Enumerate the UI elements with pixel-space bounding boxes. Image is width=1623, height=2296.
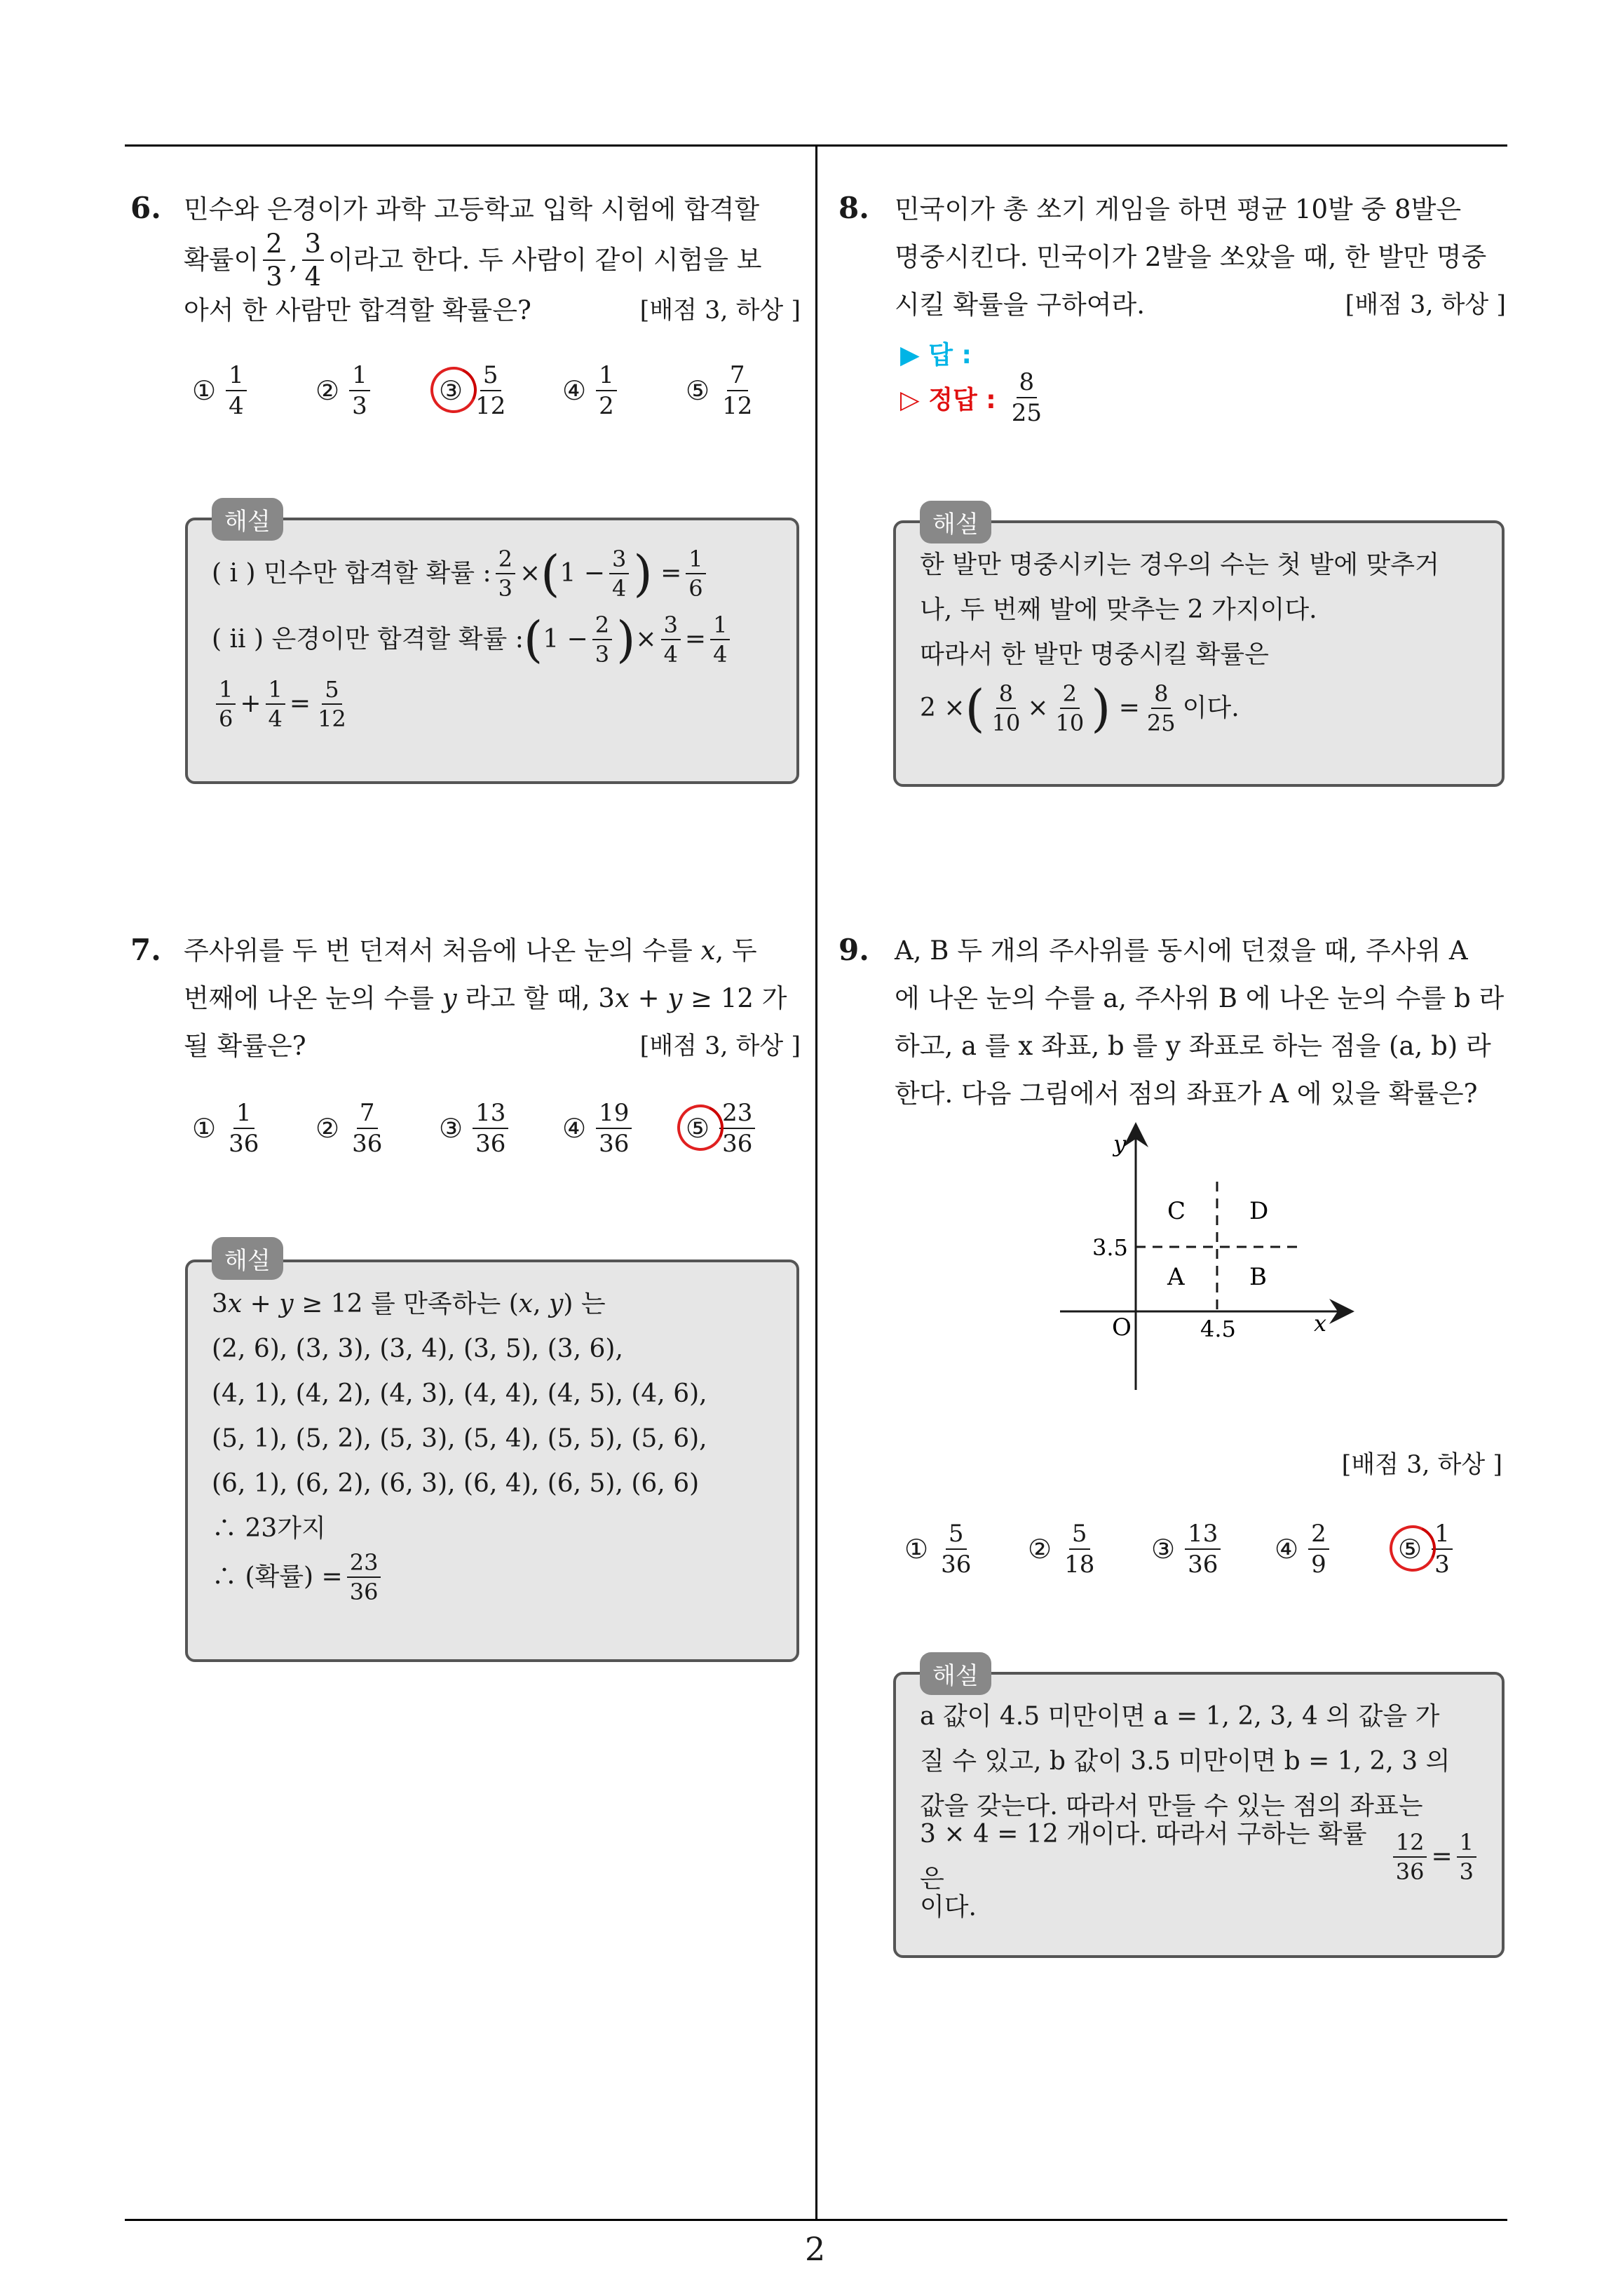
q7-line3: 될 확률은? [배점 3, 하상 ] <box>184 1022 801 1070</box>
q8-answer-label: ▶ 답 : <box>900 341 972 370</box>
q9-line1: A, B 두 개의 주사위를 동시에 던졌을 때, 주사위 A <box>895 936 1468 966</box>
q8-line1: 민국이가 총 쏘기 게임을 하면 평균 10발 중 8발은 <box>895 194 1462 224</box>
q6-solution-tag: 해설 <box>212 498 283 541</box>
q8-solution-tag: 해설 <box>920 501 991 543</box>
q8-sol-2: 나, 두 번째 발에 맞추는 2 가지이다. <box>920 595 1317 624</box>
region-a-label: A <box>1167 1263 1185 1291</box>
q9-solution-tag: 해설 <box>920 1652 991 1695</box>
q9-sol-3: 값을 갖는다. 따라서 만들 수 있는 점의 좌표는 <box>920 1792 1423 1821</box>
q9-sol-2: 질 수 있고, b 값이 3.5 미만이면 b = 1, 2, 3 의 <box>920 1747 1451 1776</box>
x-mark-label: 4.5 <box>1200 1316 1236 1342</box>
q7-solution-tag: 해설 <box>212 1237 283 1280</box>
q9-sol-1: a 값이 4.5 미만이면 a = 1, 2, 3, 4 의 값을 가 <box>920 1702 1440 1731</box>
q7-sol-row2: (4, 1), (4, 2), (4, 3), (4, 4), (4, 5), (4, 6), <box>212 1379 707 1408</box>
q9-text <box>895 927 1506 1118</box>
q9-solution-box <box>893 1672 1505 1958</box>
q6-frac-b: $\frac{3}{4}$ <box>302 231 325 290</box>
q8-sol-4: 2 × ( $\frac{8}{10}$ × $\frac{2}{10}$ ) = $\frac{8}{25}$ 이다. <box>920 679 1240 738</box>
q6-text <box>184 186 801 335</box>
q6-score: [배점 3, 하상 ] <box>639 297 801 325</box>
q7-sol-condition: 3x + y ≥ 12 를 만족하는 (x, y) 는 <box>212 1290 606 1318</box>
q8-score: [배점 3, 하상 ] <box>1345 291 1506 319</box>
q7-choice-1[interactable]: ① $\frac{1}{36}$ <box>192 1099 259 1158</box>
q8-sol-1: 한 발만 명중시키는 경우의 수는 첫 발에 맞추거 <box>920 551 1439 579</box>
q6-number: 6. <box>130 191 161 225</box>
q6-choice-3[interactable]: ③ $\frac{5}{12}$ <box>439 363 512 418</box>
q7-choice-4[interactable]: ④ $\frac{19}{36}$ <box>562 1101 636 1156</box>
page-number: 2 <box>805 2230 826 2268</box>
q8-solution-box <box>893 520 1505 787</box>
q7-sol-count: ∴ 23가지 <box>212 1514 326 1543</box>
q6-choice-4[interactable]: ④ $\frac{1}{2}$ <box>562 363 621 418</box>
q6-line1: 민수와 은경이가 과학 고등학교 입학 시험에 합격할 <box>184 194 760 224</box>
bottom-rule <box>125 2219 1507 2221</box>
q9-choice-3[interactable]: ③ $\frac{13}{36}$ <box>1151 1522 1225 1576</box>
origin-label: O <box>1112 1314 1132 1342</box>
q9-number: 9. <box>838 933 869 967</box>
q7-sol-prob: ∴ (확률) = $\frac{23}{36}$ <box>212 1551 775 1603</box>
q9-choice-1[interactable]: ① $\frac{5}{36}$ <box>904 1520 972 1579</box>
q9-choice-2[interactable]: ② $\frac{5}{18}$ <box>1028 1520 1095 1579</box>
y-axis-label: y <box>1113 1130 1127 1157</box>
column-divider <box>815 144 817 2220</box>
q7-choice-2[interactable]: ② $\frac{7}{36}$ <box>315 1099 383 1158</box>
q6-sol-ii: ( ii ) 은경이만 합격할 확률 : ( 1 − $\frac{2}{3}$ ) × $\frac{3}{4}$ = $\frac{1}{4}$ <box>212 607 775 672</box>
q9-line3: 하고, a 를 x 좌표, b 를 y 좌표로 하는 점을 (a, b) 라 <box>895 1031 1491 1061</box>
region-d-label: D <box>1249 1197 1269 1225</box>
region-b-label: B <box>1249 1263 1267 1291</box>
q7-choice-3[interactable]: ③ $\frac{13}{36}$ <box>439 1101 512 1156</box>
q8-line2: 명중시킨다. 민국이가 2발을 쏘았을 때, 한 발만 명중 <box>895 242 1487 272</box>
q8-number: 8. <box>838 191 869 225</box>
q6-line2: 확률이 $\frac{2}{3}$ , $\frac{3}{4}$ 이라고 한다. 두 사람이 같이 시험을 보 <box>184 229 762 292</box>
x-axis-label: x <box>1314 1310 1327 1337</box>
q7-solution-box <box>185 1260 799 1662</box>
q6-sol-sum: $\frac{1}{6}$ + $\frac{1}{4}$ = $\frac{5}{12}$ <box>212 672 775 736</box>
q9-choice-4[interactable]: ④ $\frac{2}{9}$ <box>1275 1522 1333 1576</box>
q6-solution-box <box>185 518 799 784</box>
q6-choice-1[interactable]: ① $\frac{1}{4}$ <box>192 363 251 418</box>
q9-line2: 에 나온 눈의 수를 a, 주사위 B 에 나온 눈의 수를 b 라 <box>895 983 1505 1013</box>
q6-line3: 아서 한 사람만 합격할 확률은? [배점 3, 하상 ] <box>184 287 801 335</box>
q7-sol-row1: (2, 6), (3, 3), (3, 4), (3, 5), (3, 6), <box>212 1335 623 1363</box>
q7-score: [배점 3, 하상 ] <box>639 1032 801 1060</box>
q7-line2: 번째에 나온 눈의 수를 y 라고 할 때, 3x + y ≥ 12 가 <box>184 983 787 1013</box>
q7-choice-5[interactable]: ⑤ $\frac{23}{36}$ <box>686 1101 759 1156</box>
q7-number: 7. <box>130 933 161 967</box>
q8-sol-3: 따라서 한 발만 명중시킬 확률은 <box>920 640 1269 669</box>
region-c-label: C <box>1167 1197 1186 1225</box>
q9-sol-4: 3 × 4 = 12 개이다. 따라서 구하는 확률은 $\frac{12}{36}$ = $\frac{1}{3}$ <box>920 1829 1481 1885</box>
q6-choice-2[interactable]: ② $\frac{1}{3}$ <box>315 363 374 418</box>
q7-line1: 주사위를 두 번 던져서 처음에 나온 눈의 수를 x, 두 <box>184 936 757 966</box>
q7-text <box>184 927 801 1070</box>
y-mark-label: 3.5 <box>1092 1234 1128 1261</box>
q7-sol-row3: (5, 1), (5, 2), (5, 3), (5, 4), (5, 5), (5, 6), <box>212 1424 707 1453</box>
q8-text <box>895 186 1506 329</box>
q6-choice-5[interactable]: ⑤ $\frac{7}{12}$ <box>686 361 753 420</box>
q6-frac-a: $\frac{2}{3}$ <box>263 231 285 290</box>
q8-correct-answer: ▷ 정답 : $\frac{8}{25}$ <box>900 368 1042 427</box>
q8-line3: 시킬 확률을 구하여라. [배점 3, 하상 ] <box>895 281 1506 329</box>
q9-score: [배점 3, 하상 ] <box>1341 1451 1502 1479</box>
q6-sol-i: ( i ) 민수만 합격할 확률 : $\frac{2}{3}$ × ( 1 − $\frac{3}{4}$ ) = $\frac{1}{6}$ <box>212 540 775 607</box>
q9-sol-5: 이다. <box>920 1893 977 1922</box>
q9-choice-5[interactable]: ⑤ $\frac{1}{3}$ <box>1398 1522 1457 1576</box>
q9-coordinate-figure <box>1052 1122 1360 1403</box>
q7-sol-row4: (6, 1), (6, 2), (6, 3), (6, 4), (6, 5), (6, 6) <box>212 1469 700 1498</box>
q9-line4: 한다. 다음 그림에서 점의 좌표가 A 에 있을 확률은? <box>895 1079 1478 1109</box>
